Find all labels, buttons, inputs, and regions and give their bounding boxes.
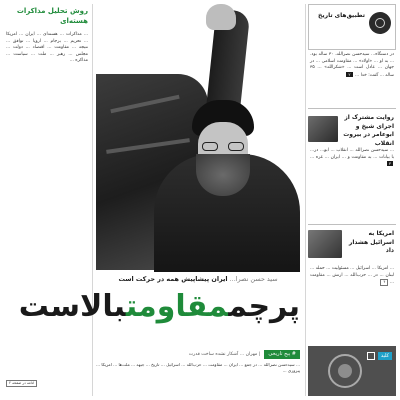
- section1-text: [310, 52, 394, 79]
- section2-text: [310, 148, 394, 169]
- headline-zone: [18, 274, 300, 344]
- caption-note: | مهران ... آشکار نشده ساخت قدرت: [188, 351, 261, 357]
- leader-photo: [96, 4, 300, 272]
- glasses-graphic: [202, 142, 244, 151]
- continue-badge[interactable]: [6, 369, 37, 388]
- section2-badge[interactable]: ۳: [388, 161, 391, 167]
- section2-title[interactable]: روایت مشترک از اجرای شیخ و ابوعامر در بیروت انقلاب: [343, 114, 394, 147]
- tag-title: تطبیق‌های تاریخ: [318, 12, 365, 19]
- subheadline-quote: ایران پیشاپیش همه در حرکت است: [118, 275, 228, 283]
- main-headline[interactable]: [18, 288, 300, 326]
- key-box[interactable]: [308, 346, 396, 396]
- section2-thumbnail: [308, 116, 338, 142]
- column-separator: [305, 4, 306, 396]
- subheadline-name: سید حسن نصرا...: [229, 275, 278, 283]
- column-separator: [92, 4, 93, 396]
- section3-text: [310, 266, 394, 287]
- key-label: [367, 352, 392, 360]
- subheadline: [96, 274, 300, 284]
- divider: [308, 108, 396, 109]
- emblem-icon: [369, 12, 391, 34]
- checkbox-icon: [367, 352, 375, 360]
- continue-label: ادامه در صفحه ۲: [6, 380, 37, 387]
- bottom-emblem-icon: [328, 354, 362, 388]
- section3-badge[interactable]: ۴: [380, 279, 388, 286]
- section1-body: در دستگاه... سیدحسن نصرالله، ۳۰ ساله بود. ... به او ... «اولاد» ... مقاومت اسلامی ... در جهان ... عادل است ... «شکرالله» ... ۳۵ ساله ... گفت: خدا ...: [310, 52, 394, 78]
- section3-body: ... امریکا ... اسرائیل ... مسئولیت ... حمله ... لبنان ... در ... حزب‌الله ... ارتش ... مقاومت ...: [310, 266, 394, 286]
- section1-badge[interactable]: ۲: [348, 71, 351, 77]
- headline-part2: بالاست: [18, 289, 126, 324]
- headline-accent: مقاومت: [125, 289, 229, 324]
- left-body: ... مذاکرات ... هسته‌ای ... ایران ... امریکا ... تحریم ... برجام ... اروپا ... توافق ... نتیجه ... مقاومت ... اقتصاد ... دولت ... مجلس ... رهبر ... ملت ... سیاست ... مذاکره ...: [6, 32, 88, 64]
- headline-part1: پرچم: [228, 289, 300, 324]
- key-word: کلید: [378, 352, 392, 360]
- caption-line: [96, 348, 300, 360]
- section3-title[interactable]: امریکا به اسرائیل هشدار داد: [348, 230, 394, 254]
- left-title[interactable]: روش تحلیل مذاکرات هسته‌ای: [16, 7, 88, 25]
- series-badge[interactable]: # پیج تاریخی: [264, 350, 300, 359]
- lead-text: ... سیدحسن نصرالله ... در جمع ... ایران ... مقاومت ... حزب‌الله ... اسرائیل ... تاریخ ... جبهه ... ملت‌ها ... امریکا ... پیروزی ...: [96, 362, 300, 374]
- section3-thumbnail: [308, 230, 342, 258]
- right-column: [308, 4, 396, 396]
- divider: [308, 224, 396, 225]
- tag-box: [308, 4, 396, 50]
- raised-hand-graphic: [206, 4, 236, 30]
- section2-body: ... سیدحسن نصرالله ... انقلاب ... ابو... در... با بیانات ... به مقاومت و ... ایران ... غزه ...: [310, 148, 394, 160]
- left-column: [4, 4, 90, 396]
